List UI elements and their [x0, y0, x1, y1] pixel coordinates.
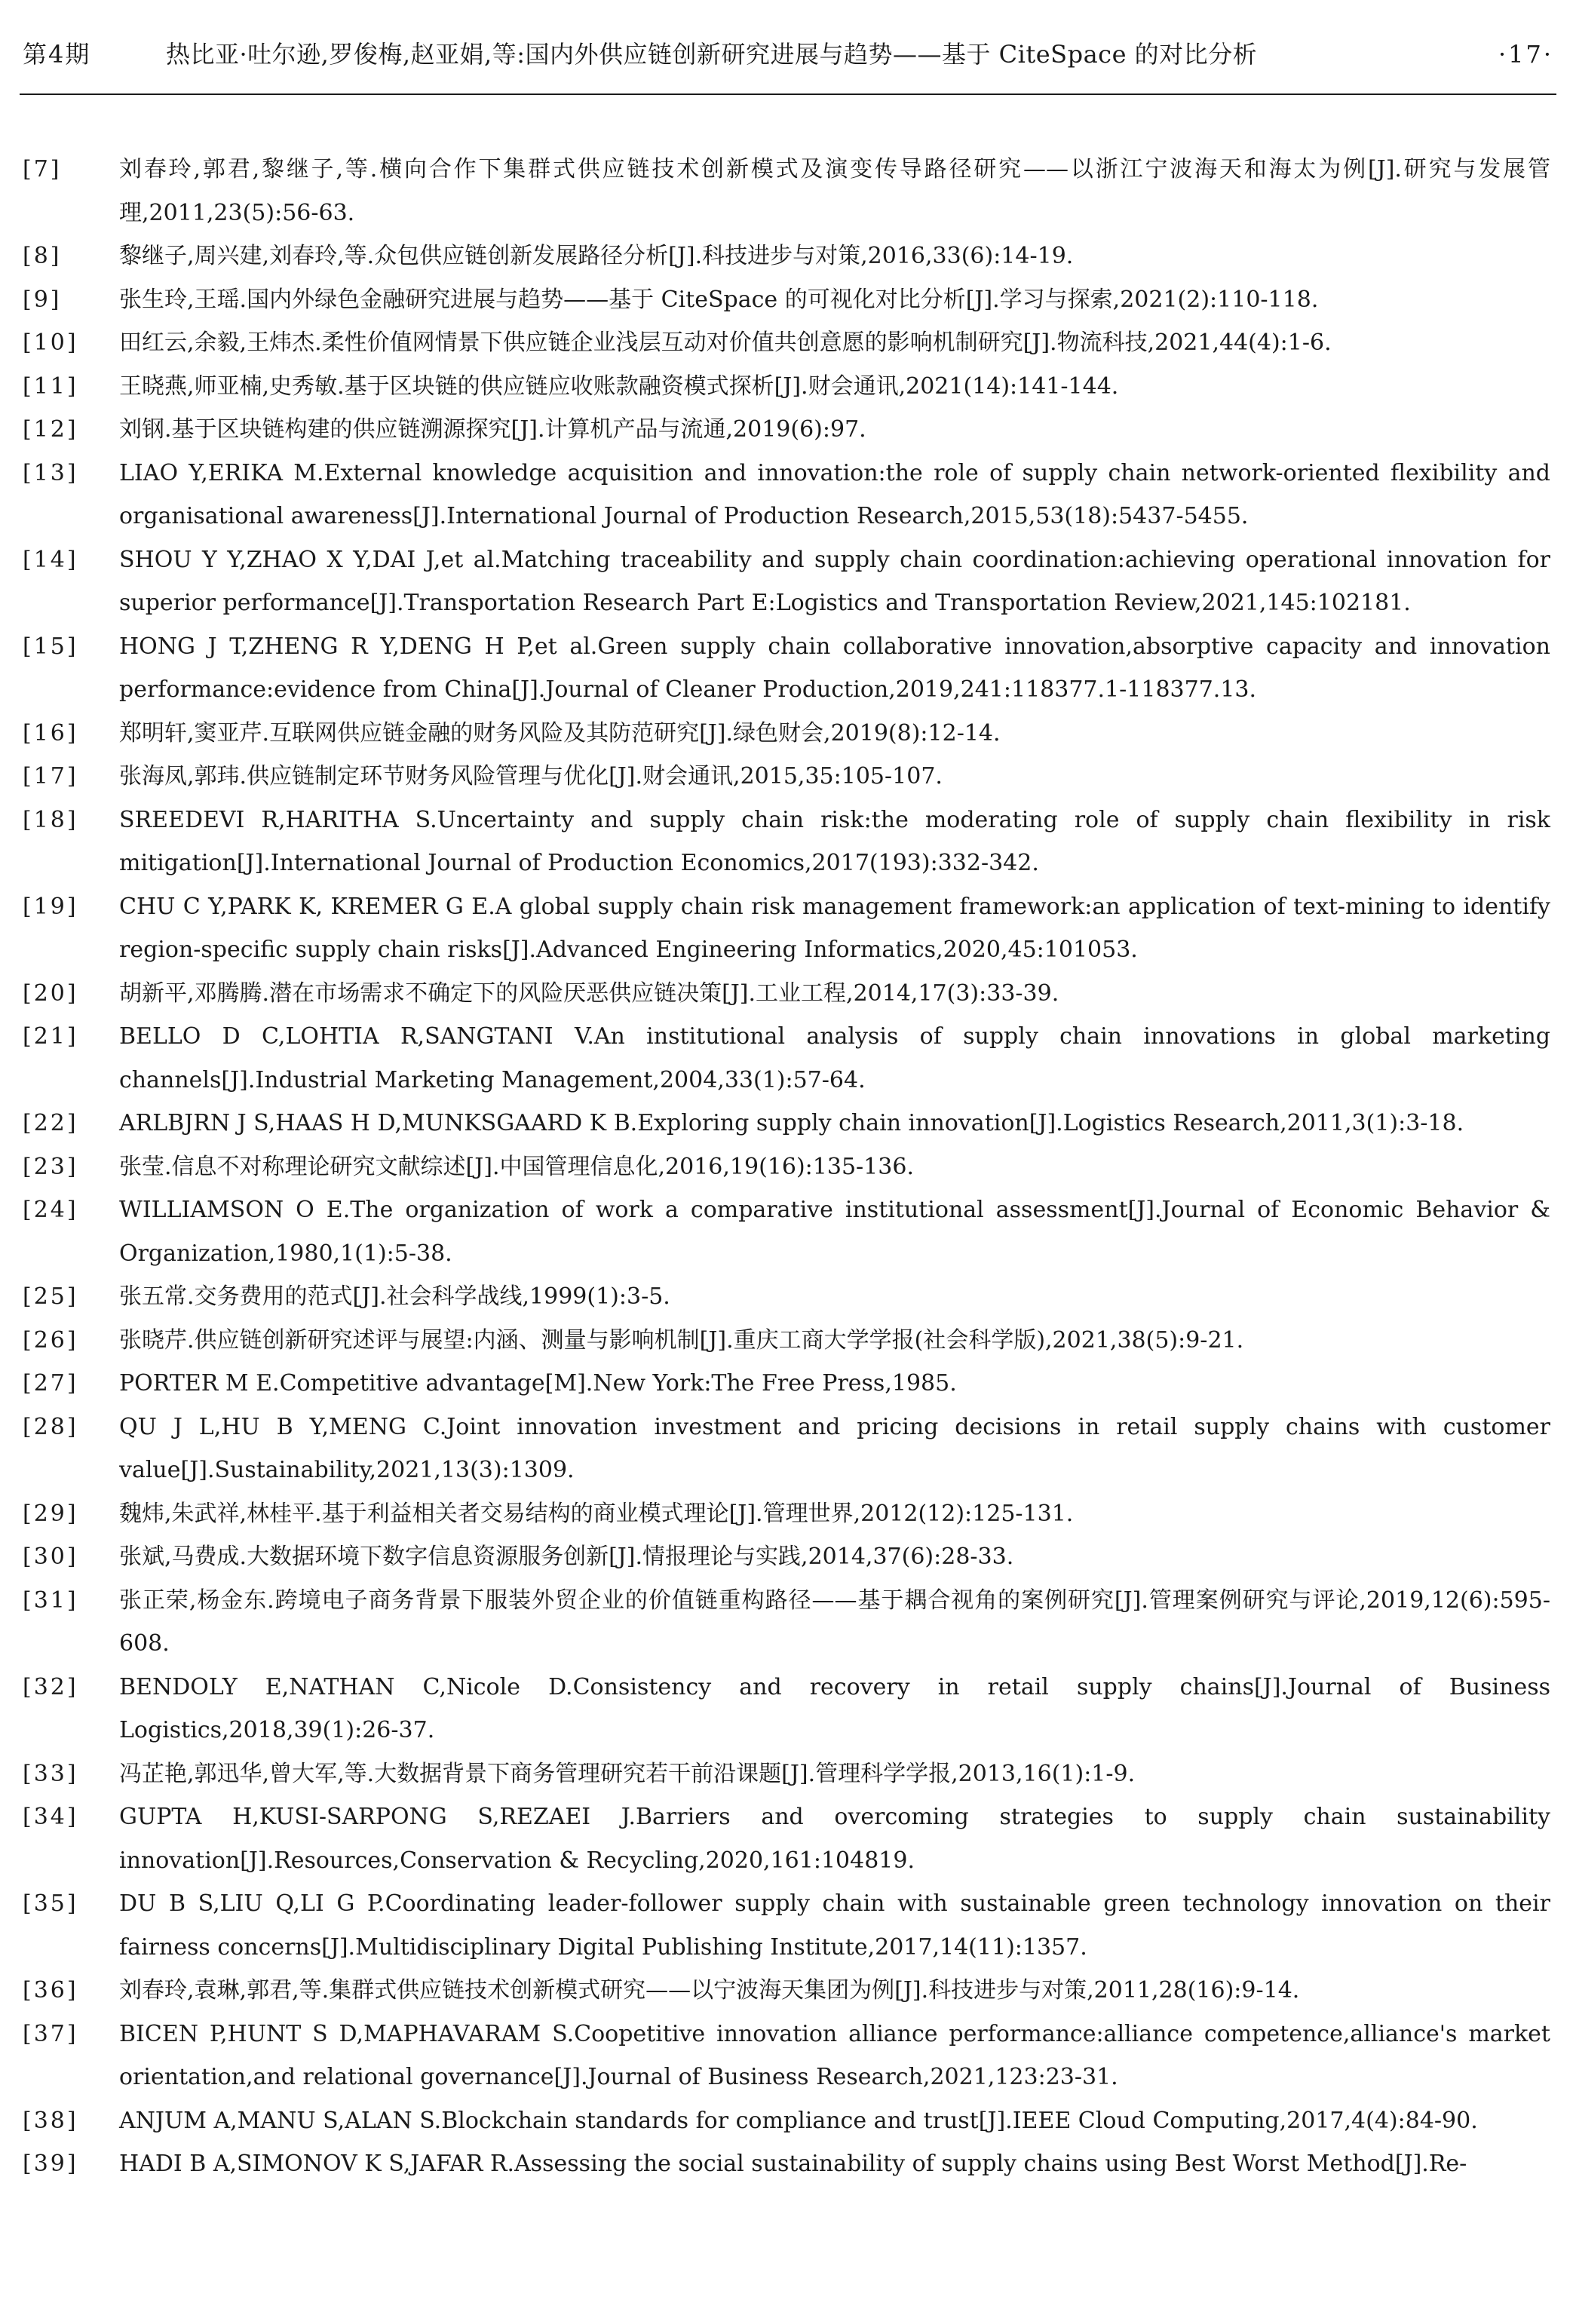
reference-item [23, 2142, 1550, 2186]
reference-text: 胡新平,邓腾腾.潜在市场需求不确定下的风险厌恶供应链决策[J].工业工程,2014,17(3):33-39. [119, 980, 1059, 1007]
reference-item [23, 799, 1550, 885]
reference-item [23, 1145, 1550, 1189]
reference-item [23, 1362, 1550, 1406]
reference-number: [39] [23, 2151, 78, 2177]
reference-number: [9] [23, 286, 62, 313]
reference-item [23, 1102, 1550, 1145]
reference-item [23, 1752, 1550, 1796]
reference-item [23, 538, 1550, 625]
reference-number: [27] [23, 1370, 78, 1397]
reference-number: [33] [23, 1760, 78, 1787]
reference-item [23, 1188, 1550, 1275]
reference-item [23, 972, 1550, 1016]
reference-number: [29] [23, 1500, 78, 1527]
reference-number: [13] [23, 459, 78, 486]
reference-number: [18] [23, 806, 78, 833]
reference-item [23, 235, 1550, 278]
reference-item [23, 452, 1550, 538]
reference-number: [37] [23, 2020, 78, 2047]
reference-item [23, 1579, 1550, 1666]
reference-text: 魏炜,朱武祥,林桂平.基于利益相关者交易结构的商业模式理论[J].管理世界,2012(12):125-131. [119, 1500, 1074, 1527]
reference-text: HADI B A,SIMONOV K S,JAFAR R.Assessing the social sustainability of supply chains using Best Worst Method[J].Re- [119, 2151, 1467, 2177]
reference-item [23, 2013, 1550, 2099]
reference-text: ARLBJRN J S,HAAS H D,MUNKSGAARD K B.Exploring supply chain innovation[J].Logistics Research,2011,3(1):3-18. [119, 1110, 1464, 1136]
reference-item [23, 1666, 1550, 1752]
reference-item [23, 2099, 1550, 2143]
reference-text: 刘钢.基于区块链构建的供应链溯源探究[J].计算机产品与流通,2019(6):97. [119, 416, 866, 443]
reference-number: [20] [23, 980, 78, 1007]
reference-text: 田红云,余毅,王炜杰.柔性价值网情景下供应链企业浅层互动对价值共创意愿的影响机制研究[J].物流科技,2021,44(4):1-6. [119, 330, 1332, 356]
reference-number: [23] [23, 1153, 78, 1180]
reference-number: [21] [23, 1023, 78, 1050]
reference-number: [31] [23, 1587, 78, 1614]
reference-text: WILLIAMSON O E.The organization of work a comparative institutional assessment[J].Journal of Economic Behavior & Organization,1980,1(1):5-38. [119, 1197, 1550, 1267]
reference-item [23, 755, 1550, 799]
page-number: ·17· [1498, 40, 1553, 69]
running-title: 热比亚·吐尔逊,罗俊梅,赵亚娟,等:国内外供应链创新研究进展与趋势——基于 CiteSpace 的对比分析 [166, 40, 1258, 69]
reference-number: [8] [23, 243, 62, 269]
reference-text: QU J L,HU B Y,MENG C.Joint innovation investment and pricing decisions in retail supply chains with customer value[J].Sustainability,2021,13(3):1309. [119, 1413, 1550, 1483]
reference-number: [14] [23, 546, 78, 573]
reference-number: [10] [23, 330, 78, 356]
reference-item [23, 1319, 1550, 1363]
reference-text: BICEN P,HUNT S D,MAPHAVARAM S.Coopetitive innovation alliance performance:alliance competence,alliance's market orientation,and relational governance[J].Journal of Business Research,2021,123:23-31. [119, 2020, 1550, 2090]
reference-item [23, 1969, 1550, 2013]
reference-item [23, 625, 1550, 712]
reference-text: 刘春玲,袁琳,郭君,等.集群式供应链技术创新模式研究——以宁波海天集团为例[J].科技进步与对策,2011,28(16):9-14. [119, 1977, 1300, 2004]
reference-text: GUPTA H,KUSI-SARPONG S,REZAEI J.Barriers and overcoming strategies to supply chain sustainability innovation[J].Resources,Conservation & Recycling,2020,161:104819. [119, 1804, 1550, 1874]
reference-item [23, 1275, 1550, 1319]
reference-text: SHOU Y Y,ZHAO X Y,DAI J,et al.Matching traceability and supply chain coordination:achieving operational innovation for superior performance[J].Transportation Research Part E:Logistics and Transportation Review,2021,145:102181. [119, 546, 1550, 616]
reference-item [23, 1795, 1550, 1882]
reference-text: 张晓芹.供应链创新研究述评与展望:内涵、测量与影响机制[J].重庆工商大学学报(社会科学版),2021,38(5):9-21. [119, 1326, 1244, 1354]
reference-text: CHU C Y,PARK K, KREMER G E.A global supply chain risk management framework:an application of text-mining to identify region-specific supply chain risks[J].Advanced Engineering Informatics,2020,45:101053. [119, 893, 1550, 963]
reference-text: HONG J T,ZHENG R Y,DENG H P,et al.Green supply chain collaborative innovation,absorptive capacity and innovation performance:evidence from China[J].Journal of Cleaner Production,2019,241:118377.1-118377.13. [119, 633, 1550, 703]
issue-number: 第4期 [23, 40, 91, 69]
reference-item [23, 321, 1550, 365]
reference-text: 张莹.信息不对称理论研究文献综述[J].中国管理信息化,2016,19(16):135-136. [119, 1153, 914, 1180]
reference-number: [32] [23, 1673, 78, 1700]
reference-number: [19] [23, 893, 78, 920]
reference-text: LIAO Y,ERIKA M.External knowledge acquisition and innovation:the role of supply chain network-oriented flexibility and organisational awareness[J].International Journal of Production Research,2015,53(18):5437-5455. [119, 459, 1550, 529]
reference-number: [17] [23, 763, 78, 789]
reference-number: [7] [23, 156, 62, 182]
reference-text: 张斌,马费成.大数据环境下数字信息资源服务创新[J].情报理论与实践,2014,37(6):28-33. [119, 1544, 1014, 1570]
reference-item [23, 148, 1550, 235]
reference-item [23, 1406, 1550, 1492]
reference-number: [35] [23, 1890, 78, 1917]
reference-item [23, 1492, 1550, 1536]
reference-number: [28] [23, 1413, 78, 1440]
reference-text: 张生玲,王瑶.国内外绿色金融研究进展与趋势——基于 CiteSpace 的可视化对比分析[J].学习与探索,2021(2):110-118. [119, 286, 1319, 313]
reference-number: [11] [23, 373, 78, 400]
reference-text: 黎继子,周兴建,刘春玲,等.众包供应链创新发展路径分析[J].科技进步与对策,2016,33(6):14-19. [119, 243, 1074, 269]
reference-text: SREEDEVI R,HARITHA S.Uncertainty and supply chain risk:the moderating role of supply chain flexibility in risk mitigation[J].International Journal of Production Economics,2017(193):332-342. [119, 806, 1550, 876]
reference-number: [34] [23, 1804, 78, 1830]
reference-number: [12] [23, 416, 78, 443]
reference-text: BELLO D C,LOHTIA R,SANGTANI V.An institutional analysis of supply chain innovations in global marketing channels[J].Industrial Marketing Management,2004,33(1):57-64. [119, 1023, 1550, 1093]
reference-item [23, 885, 1550, 972]
reference-text: BENDOLY E,NATHAN C,Nicole D.Consistency and recovery in retail supply chains[J].Journal of Business Logistics,2018,39(1):26-37. [119, 1673, 1550, 1743]
reference-text: 张五常.交务费用的范式[J].社会科学战线,1999(1):3-5. [119, 1283, 670, 1310]
reference-number: [25] [23, 1283, 78, 1310]
reference-item [23, 1535, 1550, 1579]
reference-text: 郑明轩,窦亚芹.互联网供应链金融的财务风险及其防范研究[J].绿色财会,2019(8):12-14. [119, 719, 1001, 747]
reference-text: 张正荣,杨金东.跨境电子商务背景下服装外贸企业的价值链重构路径——基于耦合视角的案例研究[J].管理案例研究与评论,2019,12(6):595-608. [119, 1587, 1550, 1657]
reference-text: ANJUM A,MANU S,ALAN S.Blockchain standards for compliance and trust[J].IEEE Cloud Computing,2017,4(4):84-90. [119, 2107, 1478, 2134]
reference-number: [15] [23, 633, 78, 660]
reference-list [23, 148, 1550, 2186]
running-header [23, 30, 1553, 78]
reference-text: 冯芷艳,郭迅华,曾大军,等.大数据背景下商务管理研究若干前沿课题[J].管理科学学报,2013,16(1):1-9. [119, 1760, 1136, 1787]
reference-number: [38] [23, 2107, 78, 2134]
reference-item [23, 712, 1550, 756]
reference-item [23, 408, 1550, 452]
reference-item [23, 365, 1550, 409]
reference-number: [24] [23, 1197, 78, 1223]
header-rule [20, 94, 1556, 95]
reference-number: [22] [23, 1110, 78, 1136]
reference-number: [16] [23, 719, 78, 747]
reference-text: DU B S,LIU Q,LI G P.Coordinating leader-follower supply chain with sustainable green technology innovation on their fairness concerns[J].Multidisciplinary Digital Publishing Institute,2017,14(11):1357. [119, 1890, 1550, 1961]
reference-number: [36] [23, 1977, 78, 2004]
reference-text: PORTER M E.Competitive advantage[M].New York:The Free Press,1985. [119, 1370, 957, 1397]
reference-number: [26] [23, 1326, 78, 1354]
reference-item [23, 1015, 1550, 1102]
reference-text: 王晓燕,师亚楠,史秀敏.基于区块链的供应链应收账款融资模式探析[J].财会通讯,2021(14):141-144. [119, 373, 1119, 400]
reference-text: 刘春玲,郭君,黎继子,等.横向合作下集群式供应链技术创新模式及演变传导路径研究——以浙江宁波海天和海太为例[J].研究与发展管理,2011,23(5):56-63. [119, 156, 1550, 226]
reference-text: 张海凤,郭玮.供应链制定环节财务风险管理与优化[J].财会通讯,2015,35:105-107. [119, 763, 943, 789]
reference-item [23, 278, 1550, 322]
reference-item [23, 1882, 1550, 1969]
reference-number: [30] [23, 1544, 78, 1570]
